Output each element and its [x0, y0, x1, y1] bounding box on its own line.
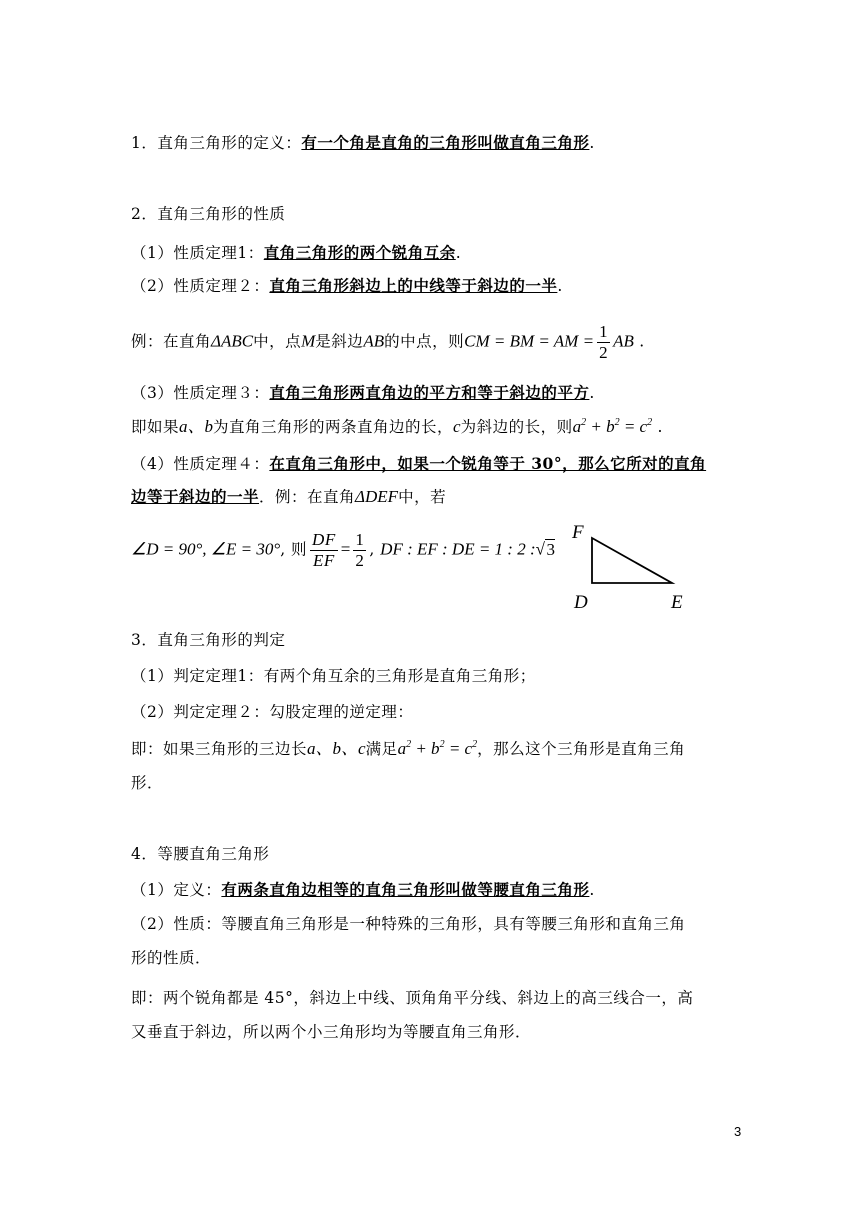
period: .: [639, 332, 645, 351]
example-text: 的中点，则: [384, 332, 465, 351]
criterion-2-example-cont: 形．: [131, 774, 164, 792]
example-text: 即：如果三角形的三边长: [131, 740, 308, 758]
definition-line: [131, 131, 595, 155]
denominator: 2: [599, 343, 609, 362]
example-text: ，那么这个三角形是直角三角: [477, 740, 686, 758]
legs-ab: a、b: [179, 417, 214, 436]
criterion-2: （2）判定定理２：勾股定理的逆定理：: [131, 703, 414, 721]
isosceles-definition-label: （1）定义：: [131, 881, 222, 899]
sqrt-3: √3: [535, 539, 556, 559]
example-text: 中，点: [253, 332, 302, 351]
property-2-label: （2）性质定理２：: [131, 277, 270, 295]
pythagorean-equation: $a^2 + b^2 = c^2$: [572, 417, 653, 436]
numerator: 1: [599, 322, 609, 341]
triangle-def-figure: [568, 518, 698, 616]
denominator: EF: [312, 551, 335, 570]
isosceles-property-1: （2）性质：等腰直角三角形是一种特殊的三角形，具有等腰三角形和直角三角: [131, 915, 686, 933]
criterion-2-example: [131, 737, 685, 761]
sides-abc: a、b、c: [307, 739, 366, 758]
isosceles-definition: （1）定义：有两条直角边相等的直角三角形叫做等腰直角三角形.: [131, 880, 595, 899]
property-1-label: （1）性质定理1：: [131, 244, 264, 262]
hypotenuse-c: c: [453, 417, 461, 436]
vertex-f-label: F: [572, 522, 584, 543]
section-number: 1．: [131, 134, 158, 152]
isosceles-property-2: 形的性质．: [131, 949, 212, 967]
point-m: M: [301, 331, 316, 351]
property-4: [131, 452, 706, 476]
property-3-label: （3）性质定理３：: [131, 384, 270, 402]
half-fraction: [597, 322, 610, 363]
denominator: 2: [355, 551, 365, 570]
criterion-1: （1）判定定理1：有两个角互余的三角形是直角三角形；: [131, 667, 536, 685]
half-fraction: [353, 530, 366, 571]
property-2: （2）性质定理２：直角三角形斜边上的中线等于斜边的一半.: [131, 276, 563, 295]
example-text: 是斜边: [315, 332, 364, 351]
df-ef-fraction: [310, 530, 338, 571]
property-1-text: 直角三角形的两个锐角互余: [263, 243, 456, 262]
triangle-abc: ΔABC: [211, 331, 254, 351]
property-3: （3）性质定理３：直角三角形两直角边的平方和等于斜边的平方.: [131, 383, 595, 402]
example-text: , 则: [280, 540, 308, 559]
example-text: 满足: [365, 740, 398, 758]
radicand: 3: [546, 539, 556, 559]
triangle-shape: [592, 538, 672, 583]
property-4-cont: [131, 485, 446, 509]
property-4-example: ∠D = 90°, ∠E = 30°, 则 $\frac{DF}{EF}$ = $\frac{1}{2}$ , DF : EF : DE = 1 : 2 :√3: [131, 530, 556, 570]
example-text: 即如果: [131, 418, 180, 436]
property-4-text: 在直角三角形中，如果一个锐角等于 30°，那么它所对的直角: [269, 454, 707, 473]
definition-text: 有一个角是直角的三角形叫做直角三角形: [301, 133, 590, 152]
section-4-title: 4．等腰直角三角形: [131, 845, 270, 863]
example-text: 为直角三角形的两条直角边的长，: [213, 418, 454, 436]
side-ratio: DF : EF : DE = 1 : 2 :: [380, 539, 536, 559]
isosceles-property-4: 又垂直于斜边，所以两个小三角形均为等腰直角三角形．: [131, 1023, 532, 1041]
isosceles-definition-text: 有两条直角边相等的直角三角形叫做等腰直角三角形: [221, 880, 590, 899]
property-3-example: 即如果a、b为直角三角形的两条直角边的长，c为斜边的长，则$a^2 + b^2 = c^2$ .: [131, 417, 663, 436]
definition-label: 直角三角形的定义：: [157, 134, 302, 152]
page-number: 3: [734, 1124, 742, 1139]
section-3-title: 3．直角三角形的判定: [131, 631, 286, 649]
numerator: DF: [312, 530, 336, 549]
example-text: 中，若: [398, 488, 447, 506]
equals-sign: =: [340, 539, 351, 559]
property-4-text-cont: 边等于斜边的一半: [131, 487, 260, 506]
pythagorean-equation: $a^2 + b^2 = c^2$: [397, 739, 478, 758]
property-2-text: 直角三角形斜边上的中线等于斜边的一半: [269, 276, 558, 295]
property-1: （1）性质定理1：直角三角形的两个锐角互余.: [131, 243, 462, 262]
vertex-d-label: D: [574, 592, 588, 613]
example-text: 例：在直角: [131, 332, 212, 351]
property-3-text: 直角三角形两直角边的平方和等于斜边的平方: [269, 383, 590, 402]
angle-condition: ∠D = 90°, ∠E = 30°: [131, 539, 281, 559]
example-text: 为斜边的长，则: [460, 418, 573, 436]
isosceles-property-3: 即：两个锐角都是 45°，斜边上中线、顶角角平分线、斜边上的高三线合一，高: [131, 989, 694, 1007]
property-4-label: （4）性质定理４：: [131, 455, 270, 473]
median-equation: CM = BM = AM =: [464, 331, 595, 351]
vertex-e-label: E: [671, 592, 683, 613]
numerator: 1: [355, 530, 365, 549]
period: .: [589, 134, 595, 152]
section-2-title: 2．直角三角形的性质: [131, 205, 286, 223]
triangle-def: ΔDEF: [355, 487, 399, 506]
property-2-example: [131, 322, 645, 363]
segment-ab: AB: [363, 331, 385, 351]
segment-ab: AB: [613, 331, 634, 351]
example-text: ．例：在直角: [259, 488, 356, 506]
